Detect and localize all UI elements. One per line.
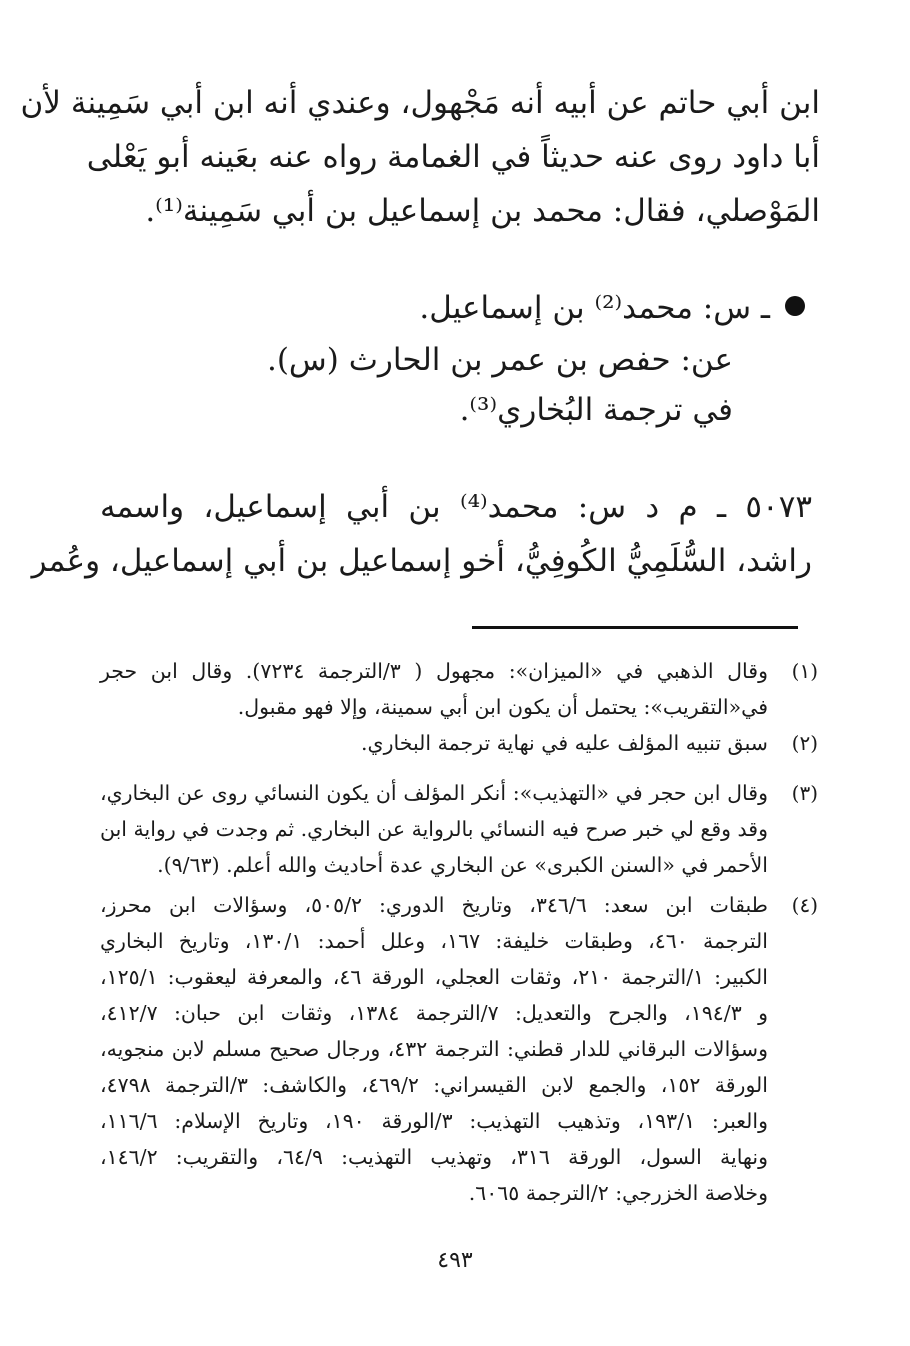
bullet-icon — [785, 296, 805, 316]
footnote-4-line-7: والعبر: ١٩٣/١، وتذهيب التهذيب: ٣/الورقة ١٩٠، وتاريخ الإسلام: ١١٦/٦، — [100, 1109, 769, 1133]
page-number: ٤٩٣ — [437, 1248, 473, 1273]
footnote-4-line-3: الكبير: ١/الترجمة ٢١٠، وثقات العجلي، الورقة ٤٦، والمعرفة ليعقوب: ١٢٥/١، — [100, 965, 768, 989]
main-paragraph-line-3: المَوْصلي، فقال: محمد بن إسماعيل بن أبي سَمِينة⁽¹⁾. — [145, 193, 820, 229]
entry-s-line-2: عن: حفص بن عمر بن الحارث (س). — [266, 342, 733, 378]
footnote-4-line-2: الترجمة ٤٦٠، وطبقات خليفة: ١٦٧، وعلل أحمد: ١٣٠/١، وتاريخ البخاري — [100, 929, 768, 953]
main-paragraph-line-1: ابن أبي حاتم عن أبيه أنه مَجْهول، وعندي أنه ابن أبي سَمِينة لأن — [20, 85, 820, 121]
footnote-4-line-6: الورقة ١٥٢، والجمع لابن القيسراني: ٤٦٩/٢، والكاشف: ٣/الترجمة ٤٧٩٨، — [100, 1073, 768, 1097]
footnote-3-number: (٣) — [791, 781, 818, 805]
footnote-4-line-1: طبقات ابن سعد: ٣٤٦/٦، وتاريخ الدوري: ٥٠٥/٢، وسؤالات ابن محرز، — [100, 893, 768, 917]
footnote-1-number: (١) — [791, 659, 818, 683]
footnote-4-line-5: وسؤالات البرقاني للدار قطني: الترجمة ٤٣٢، ورجال صحيح مسلم لابن منجويه، — [100, 1037, 768, 1061]
footnote-2-number: (٢) — [791, 731, 818, 755]
entry-s-line-1: ـ س: محمد⁽²⁾ بن إسماعيل. — [419, 290, 770, 326]
entry-s-line-3: في ترجمة البُخاري⁽³⁾. — [459, 392, 733, 428]
entry-5073-line-1: ٥٠٧٣ ـ م د س: محمد⁽⁴⁾ بن أبي إسماعيل، واسمه — [100, 489, 812, 525]
footnote-3-line-3: الأحمر في «السنن الكبرى» عن البخاري عدة أحاديث والله أعلم. (٩/٦٣). — [157, 853, 768, 877]
footnote-2-line-1: سبق تنبيه المؤلف عليه في نهاية ترجمة البخاري. — [361, 731, 768, 755]
footnote-3-line-1: وقال ابن حجر في «التهذيب»: أنكر المؤلف أن يكون النسائي روى عن البخاري، — [100, 781, 768, 805]
entry-5073-line-2: راشد، السُّلَمِيُّ الكُوفِيُّ، أخو إسماعيل بن أبي إسماعيل، وعُمر — [31, 543, 812, 579]
footnote-4-number: (٤) — [791, 893, 818, 917]
footnote-4-line-4: و ١٩٤/٣، والجرح والتعديل: ٧/الترجمة ١٣٨٤، وثقات ابن حبان: ٤١٢/٧، — [100, 1001, 768, 1025]
footnote-separator — [472, 626, 798, 629]
footnote-4-line-8: ونهاية السول، الورقة ٣١٦، وتهذيب التهذيب: ٦٤/٩، والتقريب: ١٤٦/٢، — [100, 1145, 768, 1169]
footnote-1-line-2: في«التقريب»: يحتمل أن يكون ابن أبي سمينة، وإلا فهو مقبول. — [237, 695, 768, 719]
main-paragraph-line-2: أبا داود روى عنه حديثاً في الغمامة رواه عنه بعَينه أبو يَعْلى — [86, 139, 820, 175]
footnote-1-line-1: وقال الذهبي في «الميزان»: مجهول ( ٣/الترجمة ٧٢٣٤). وقال ابن حجر — [100, 659, 768, 683]
footnote-4-line-9: وخلاصة الخزرجي: ٢/الترجمة ٦٠٦٥. — [468, 1181, 768, 1205]
footnote-3-line-2: وقد وقع لي خبر صرح فيه النسائي بالرواية عن البخاري. ثم وجدت في رواية ابن — [100, 817, 768, 841]
